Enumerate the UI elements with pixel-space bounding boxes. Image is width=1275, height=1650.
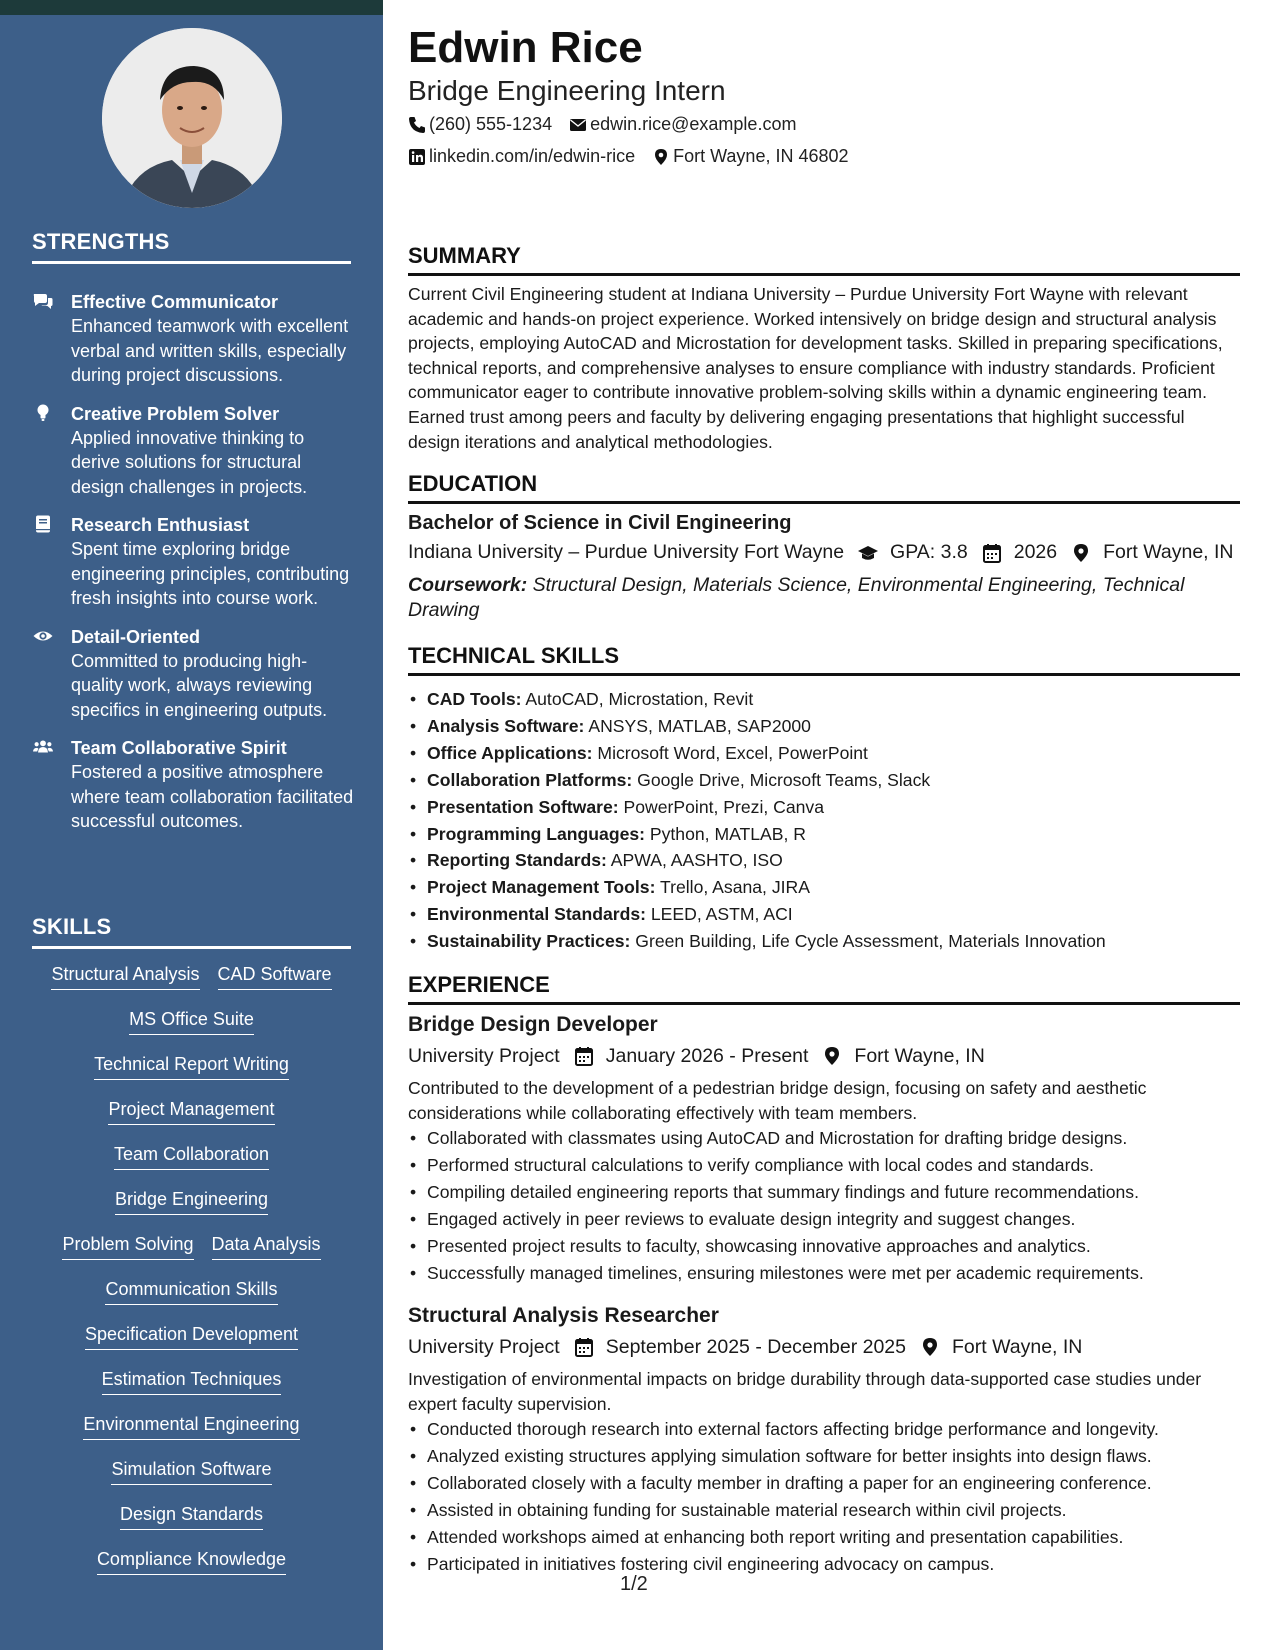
skill-tag: Specification Development	[85, 1323, 298, 1350]
skill-values: Green Building, Life Cycle Assessment, Materials Innovation	[635, 931, 1106, 952]
location-text: Fort Wayne, IN 46802	[673, 146, 849, 166]
comments-icon	[32, 290, 71, 388]
skill-tag: Design Standards	[120, 1503, 263, 1530]
job-dates: January 2026 - Present	[605, 1044, 809, 1067]
strength-desc: Spent time exploring bridge engineering principles, contributing fresh insights into course work.	[71, 539, 350, 608]
job-dates: September 2025 - December 2025	[605, 1335, 906, 1358]
graduation-year: 2026	[1013, 541, 1058, 563]
skill-tag: MS Office Suite	[129, 1008, 254, 1035]
skill-category: CAD Tools:	[427, 689, 522, 709]
list-item: • Conducted thorough research into external factors affecting bridge performance and longevity.	[408, 1416, 1240, 1443]
skill-category: Analysis Software:	[427, 715, 585, 736]
job-location: Fort Wayne, IN	[854, 1044, 985, 1067]
skill-values: Python, MATLAB, R	[649, 823, 807, 844]
skill-tag: Team Collaboration	[114, 1143, 269, 1170]
map-marker-icon	[822, 1046, 842, 1066]
strength-desc: Committed to producing high-quality work, always reviewing specifics in engineering outputs.	[71, 650, 328, 720]
coursework	[408, 573, 1240, 622]
list-item	[408, 928, 1240, 955]
graduation-cap-icon	[858, 543, 878, 563]
technical-skills-heading: TECHNICAL SKILLS	[408, 643, 1240, 676]
strength-item	[32, 290, 354, 388]
experience-heading: EXPERIENCE	[408, 972, 1240, 1005]
contact-row	[408, 114, 813, 135]
skill-values: PowerPoint, Prezi, Canva	[623, 796, 824, 817]
strength-title: Effective Communicator	[71, 292, 279, 312]
map-marker-icon	[1071, 543, 1091, 563]
candidate-headline: Bridge Engineering Intern	[408, 75, 726, 106]
location-item	[652, 146, 848, 167]
list-item	[408, 901, 1240, 928]
strength-title: Team Collaborative Spirit	[71, 738, 287, 758]
map-marker-icon	[652, 148, 670, 166]
strengths-list	[32, 290, 354, 848]
phone-text: (260) 555-1234	[429, 114, 553, 134]
strength-item	[32, 625, 354, 723]
skill-tag: Simulation Software	[111, 1458, 271, 1485]
strengths-heading: STRENGTHS	[32, 229, 351, 264]
list-item	[408, 847, 1240, 874]
strength-item	[32, 736, 354, 834]
page-number: 1/2	[620, 1573, 648, 1595]
skill-values: ANSYS, MATLAB, SAP2000	[588, 715, 811, 736]
profile-photo	[102, 28, 282, 208]
job-description: Contributed to the development of a pedestrian bridge design, focusing on safety and aesthetic considerations while collaborating effectively with team members.	[408, 1078, 1147, 1123]
skill-tag: CAD Software	[218, 963, 332, 990]
contact-row	[408, 146, 866, 167]
linkedin-icon	[408, 148, 426, 166]
job-bullets	[408, 1125, 1240, 1286]
skill-tag: Compliance Knowledge	[97, 1548, 286, 1575]
degree-title: Bachelor of Science in Civil Engineering	[408, 512, 792, 534]
skill-category: Programming Languages:	[427, 823, 645, 844]
skill-values: APWA, AASHTO, ISO	[610, 850, 783, 871]
job-title: Structural Analysis Researcher	[408, 1304, 719, 1327]
skill-values: Trello, Asana, JIRA	[660, 877, 810, 898]
list-item: • Presented project results to faculty, showcasing innovative approaches and analytics.	[408, 1233, 1240, 1260]
summary-text: Current Civil Engineering student at Indiana University – Purdue University Fort Wayne with relevant academic and hands-on project experience. Worked intensively on bridge design and structural analysis projects, employing AutoCAD and Microstation for development tasks. Skilled in preparing specifications, technical reports, and comprehensive analyses to ensure compliance with industry standards. Proficient communicator eager to contribute innovative problem-solving skills within a dynamic engineering team. Earned trust among peers and faculty by delivering engaging presentations that highlight successful design iterations and analytical methodologies.	[408, 284, 1223, 452]
skill-category: Collaboration Platforms:	[427, 769, 633, 790]
list-item: • Assisted in obtaining funding for sustainable material research within civil projects.	[408, 1497, 1240, 1524]
phone-icon	[408, 116, 426, 134]
skill-values: Microsoft Word, Excel, PowerPoint	[597, 742, 868, 763]
skill-tag: Project Management	[108, 1098, 274, 1125]
strength-title: Research Enthusiast	[71, 515, 250, 535]
list-item: • Collaborated with classmates using AutoCAD and Microstation for drafting bridge designs.	[408, 1125, 1240, 1152]
calendar-icon	[574, 1337, 594, 1357]
job-bullets	[408, 1416, 1240, 1577]
education-heading: EDUCATION	[408, 471, 1240, 504]
skill-values: AutoCAD, Microstation, Revit	[525, 689, 754, 709]
skill-tag: Problem Solving	[62, 1233, 193, 1260]
phone-item	[408, 114, 552, 135]
skill-tag: Bridge Engineering	[115, 1188, 268, 1215]
linkedin-text[interactable]: linkedin.com/in/edwin-rice	[429, 146, 636, 166]
skill-category: Presentation Software:	[427, 796, 619, 817]
sidebar-top-bar	[0, 0, 383, 15]
eye-icon	[32, 625, 71, 723]
skill-tag: Structural Analysis	[51, 963, 199, 990]
book-icon	[32, 513, 71, 611]
list-item	[408, 713, 1240, 740]
list-item	[408, 686, 1240, 713]
email-text[interactable]: edwin.rice@example.com	[590, 114, 797, 134]
job-meta	[408, 1043, 1240, 1069]
job-title: Bridge Design Developer	[408, 1013, 658, 1036]
calendar-icon	[982, 543, 1002, 563]
technical-skills-list	[408, 686, 1240, 955]
skill-values: Google Drive, Microsoft Teams, Slack	[637, 769, 931, 790]
lightbulb-icon	[32, 402, 71, 500]
job-meta	[408, 1334, 1240, 1360]
strength-title: Detail-Oriented	[71, 626, 201, 647]
job-org: University Project	[408, 1044, 560, 1067]
list-item: • Analyzed existing structures applying simulation software for better insights into design flaws.	[408, 1443, 1240, 1470]
job-entry	[408, 1011, 1240, 1286]
skill-tag: Estimation Techniques	[102, 1368, 282, 1395]
skills-heading: SKILLS	[32, 914, 351, 949]
list-item: • Collaborated closely with a faculty member in drafting a paper for an engineering conference.	[408, 1470, 1240, 1497]
list-item: • Participated in initiatives fostering civil engineering advocacy on campus.	[408, 1551, 1240, 1578]
calendar-icon	[574, 1046, 594, 1066]
list-item	[408, 821, 1240, 848]
list-item: • Compiling detailed engineering reports that summary findings and future recommendations.	[408, 1179, 1240, 1206]
skill-category: Project Management Tools:	[427, 877, 656, 898]
list-item: • Engaged actively in peer reviews to evaluate design integrity and suggest changes.	[408, 1206, 1240, 1233]
skill-category: Office Applications:	[427, 742, 593, 763]
gpa-text: GPA: 3.8	[890, 541, 968, 563]
education-location: Fort Wayne, IN	[1103, 541, 1234, 563]
list-item	[408, 794, 1240, 821]
users-icon	[32, 736, 71, 834]
envelope-icon	[569, 116, 587, 134]
skill-tag: Communication Skills	[105, 1278, 277, 1305]
sidebar	[0, 0, 383, 1650]
skill-values: LEED, ASTM, ACI	[650, 904, 793, 925]
coursework-list: Structural Design, Materials Science, Environmental Engineering, Technical Drawing	[408, 574, 1185, 621]
strength-desc: Enhanced teamwork with excellent verbal and written skills, especially during project discussions.	[71, 316, 349, 385]
skill-category: Sustainability Practices:	[427, 931, 631, 952]
strength-item	[32, 402, 354, 500]
coursework-label: Coursework:	[408, 574, 528, 596]
strength-title: Creative Problem Solver	[71, 403, 280, 424]
list-item	[408, 740, 1240, 767]
list-item: • Successfully managed timelines, ensuring milestones were met per academic requirements.	[408, 1260, 1240, 1287]
job-entry	[408, 1302, 1240, 1577]
candidate-name: Edwin Rice	[408, 23, 643, 72]
strength-desc: Applied innovative thinking to derive solutions for structural design challenges in projects.	[71, 427, 308, 497]
list-item	[408, 767, 1240, 794]
list-item: • Performed structural calculations to verify compliance with local codes and standards.	[408, 1152, 1240, 1179]
job-description: Investigation of environmental impacts on bridge durability through data-supported case studies under expert faculty supervision.	[408, 1369, 1202, 1414]
skill-category: Reporting Standards:	[427, 850, 607, 871]
job-location: Fort Wayne, IN	[951, 1335, 1083, 1358]
education-meta	[408, 541, 1234, 564]
summary-heading: SUMMARY	[408, 243, 1240, 276]
list-item	[408, 874, 1240, 901]
skills-list	[32, 963, 351, 1593]
email-item[interactable]	[569, 114, 796, 135]
list-item: • Attended workshops aimed at enhancing both report writing and presentation capabilities.	[408, 1524, 1240, 1551]
strength-desc: Fostered a positive atmosphere where team collaboration facilitated successful outcomes.	[71, 762, 354, 831]
skill-tag: Environmental Engineering	[83, 1413, 299, 1440]
skill-tag: Technical Report Writing	[94, 1053, 289, 1080]
map-marker-icon	[920, 1337, 940, 1357]
school-name: Indiana University – Purdue University Fort Wayne	[408, 541, 845, 563]
strength-item	[32, 513, 354, 611]
job-org: University Project	[408, 1335, 560, 1358]
skill-category: Environmental Standards:	[427, 904, 646, 925]
skill-tag: Data Analysis	[212, 1233, 321, 1260]
linkedin-item[interactable]	[408, 146, 635, 167]
